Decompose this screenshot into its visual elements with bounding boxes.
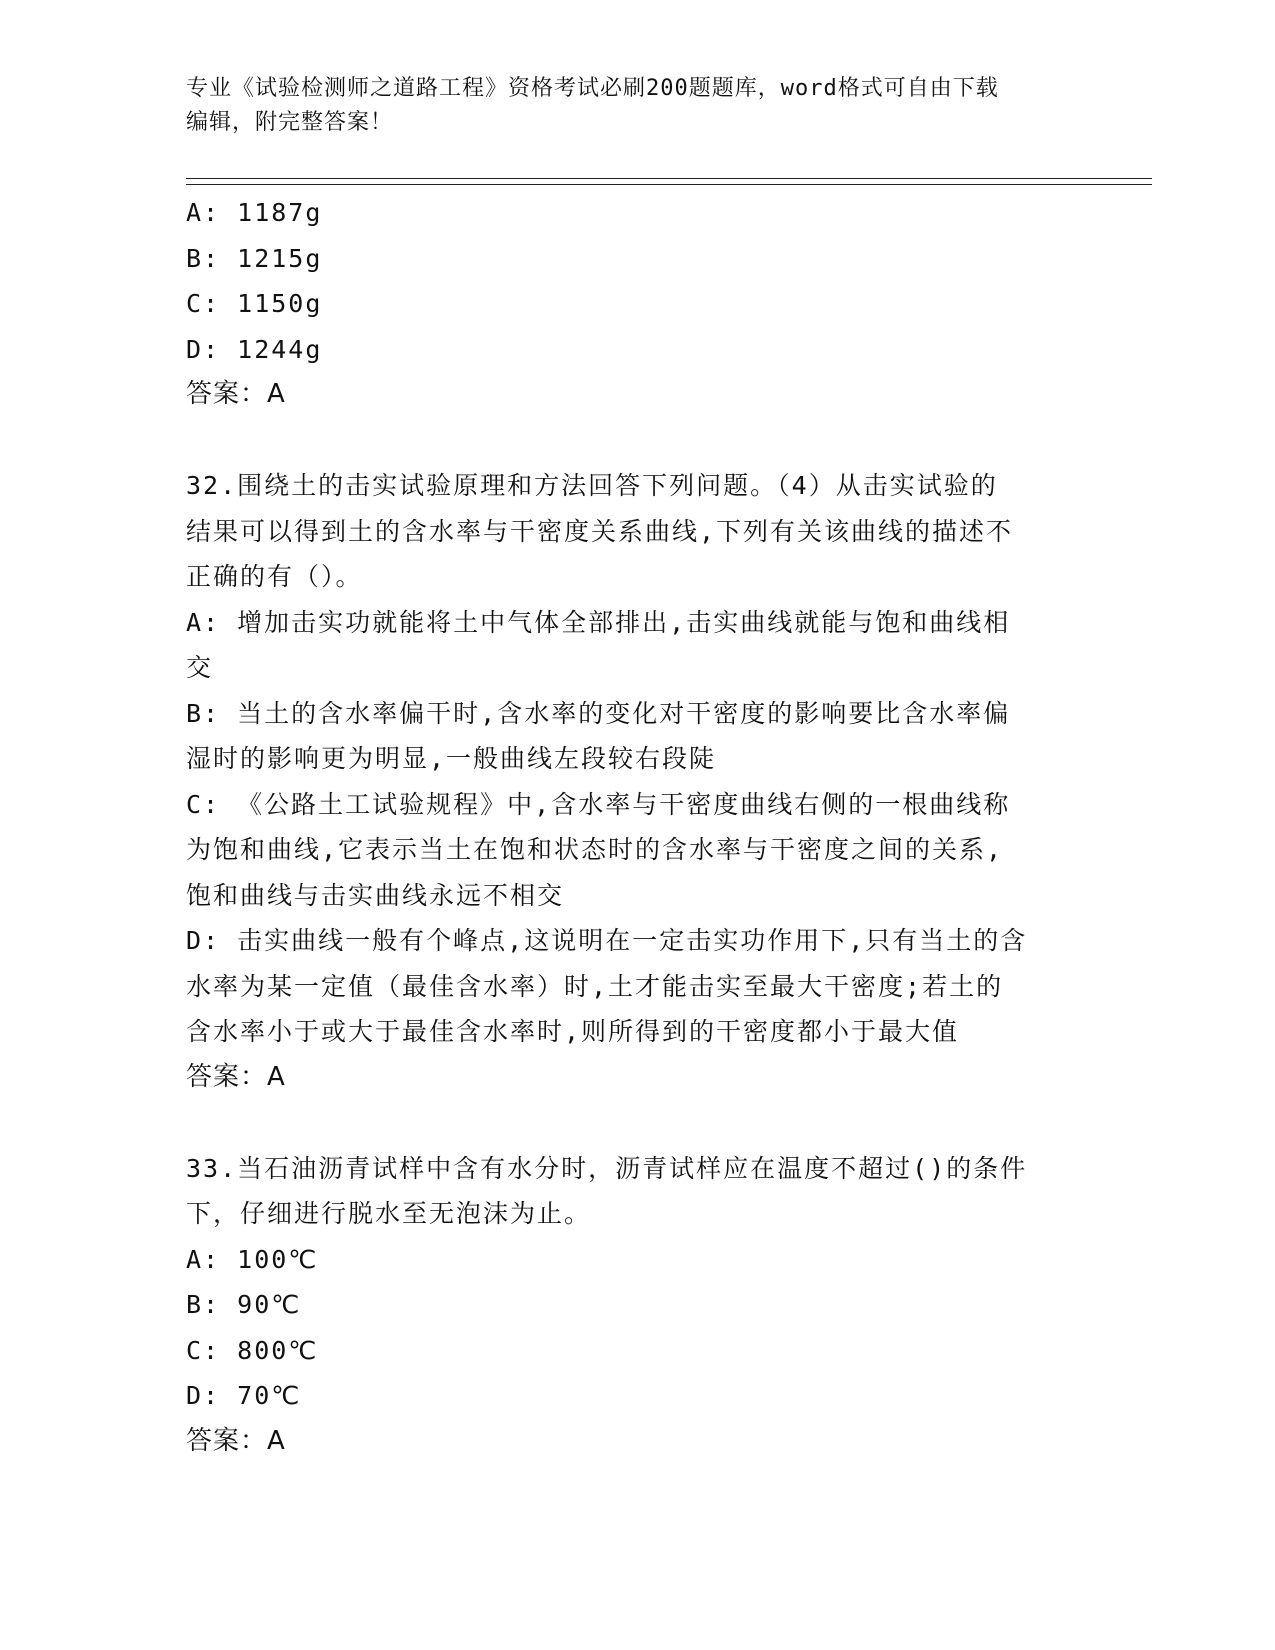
header-divider-top (186, 178, 1152, 179)
option-c: C: 《公路土工试验规程》中,含水率与干密度曲线右侧的一根曲线称 (186, 789, 1011, 819)
answer: 答案：A (186, 1061, 286, 1092)
option-c-continued: 饱和曲线与击实曲线永远不相交 (186, 880, 565, 910)
question-stem-line: 正确的有（）。 (186, 562, 363, 591)
document-header (186, 72, 1066, 140)
question-stem-line: 33.当石油沥青试样中含有水分时，沥青试样应在温度不超过()的条件 (186, 1153, 1028, 1183)
option-b: B: 1215g (186, 243, 323, 273)
option-b-continued: 湿时的影响更为明显,一般曲线左段较右段陡 (186, 744, 717, 773)
question-31 (186, 190, 1066, 418)
option-d-continued: 含水率小于或大于最佳含水率时,则所得到的干密度都小于最大值 (186, 1017, 960, 1046)
answer: 答案：A (186, 1425, 286, 1456)
header-line-1: 专业《试验检测师之道路工程》资格考试必刷200题题库，word格式可自由下载 (186, 76, 999, 101)
question-stem-line: 下，仔细进行脱水至无泡沫为止。 (186, 1199, 592, 1228)
spacer (186, 418, 1066, 464)
answer: 答案：A (186, 379, 286, 409)
option-c: C: 800℃ (186, 1335, 319, 1365)
option-d: D: 70℃ (186, 1381, 302, 1410)
option-a-continued: 交 (186, 653, 214, 682)
option-a: A: 1187g (186, 198, 323, 227)
question-stem-line: 32.围绕土的击实试验原理和方法回答下列问题。（4）从击实试验的 (186, 471, 998, 500)
option-d: D: 击实曲线一般有个峰点,这说明在一定击实功作用下,只有当土的含 (186, 926, 1028, 955)
option-c-continued: 为饱和曲线,它表示当土在饱和状态时的含水率与干密度之间的关系, (186, 835, 1004, 864)
header-line-2: 编辑，附完整答案！ (186, 110, 394, 135)
document-body (186, 190, 1066, 1464)
question-32 (186, 463, 1066, 1100)
option-c: C: 1150g (186, 289, 323, 318)
option-b: B: 90℃ (186, 1290, 302, 1319)
option-b: B: 当土的含水率偏干时,含水率的变化对干密度的影响要比含水率偏 (186, 698, 1011, 728)
question-33 (186, 1146, 1066, 1465)
spacer (186, 1100, 1066, 1146)
option-d: D: 1244g (186, 334, 323, 364)
option-a: A: 100℃ (186, 1244, 319, 1274)
option-d-continued: 水率为某一定值（最佳含水率）时,土才能击实至最大干密度;若土的 (186, 971, 1004, 1001)
option-a: A: 增加击实功就能将土中气体全部排出,击实曲线就能与饱和曲线相 (186, 607, 1011, 637)
question-stem-line: 结果可以得到土的含水率与干密度关系曲线,下列有关该曲线的描述不 (186, 516, 1014, 546)
header-divider-bottom (186, 184, 1152, 185)
